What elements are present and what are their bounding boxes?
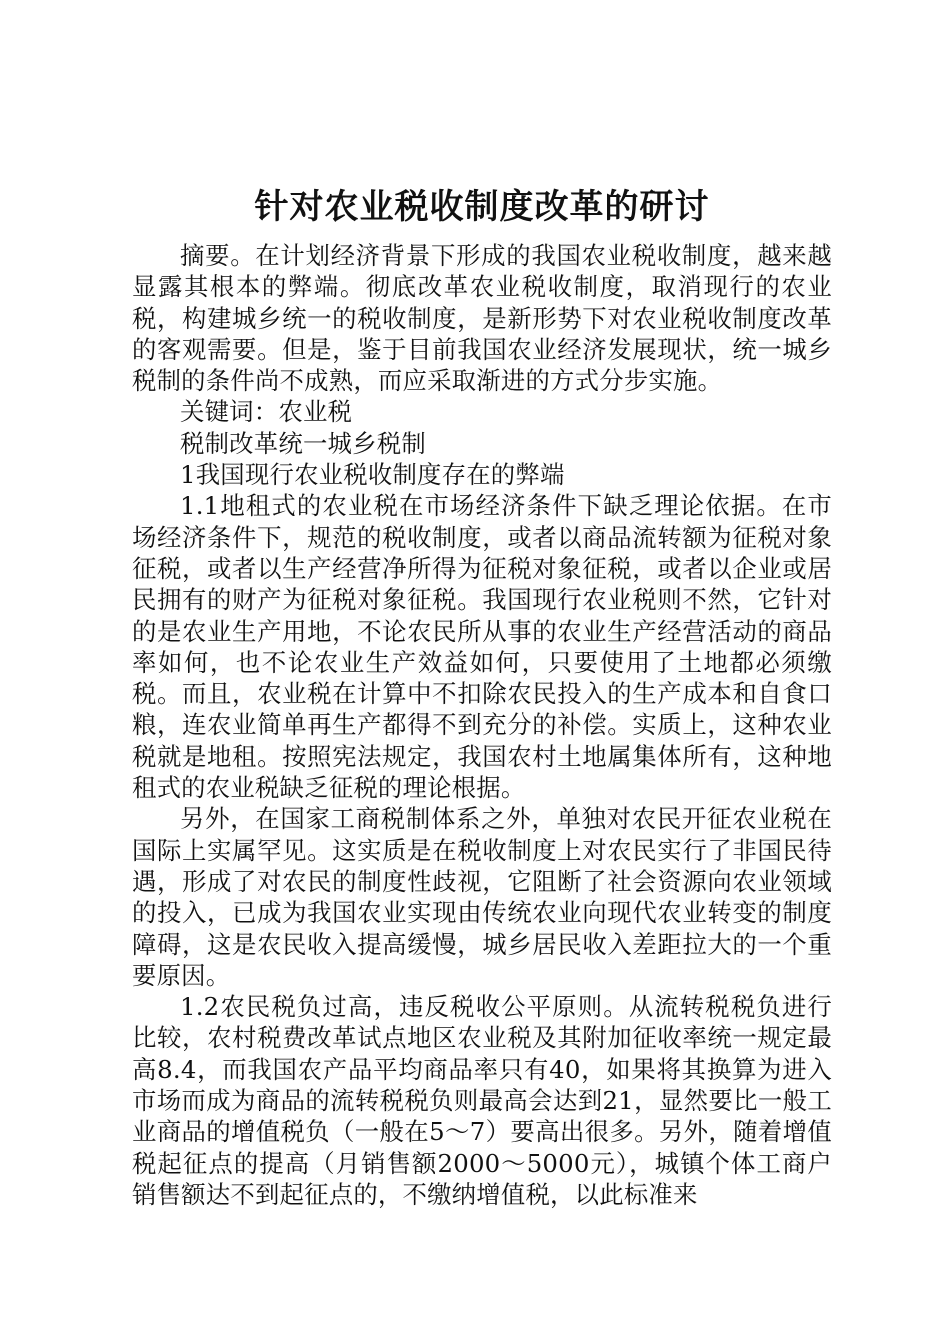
body-paragraph: 1.1地租式的农业税在市场经济条件下缺乏理论依据。在市场经济条件下，规范的税收制度，或者以商品流转额为征税对象征税，或者以生产经营净所得为征税对象征税，或者以企业或居民拥有的财产为征税对象征税。我国现行农业税则不然，它针对的是农业生产用地，不论农民所从事的农业生产经营活动的商品率如何，也不论农业生产效益如何，只要使用了土地都必须缴税。而且，农业税在计算中不扣除农民投入的生产成本和自食口粮，连农业简单再生产都得不到充分的补偿。实质上，这种农业税就是地租。按照宪法规定，我国农村土地属集体所有，这种地租式的农业税缺乏征税的理论根据。	[132, 491, 832, 803]
document-title: 针对农业税收制度改革的研讨	[254, 187, 710, 227]
abstract-paragraph: 摘要。在计划经济背景下形成的我国农业税收制度，越来越显露其根本的弊端。彻底改革农业税收制度，取消现行的农业税，构建城乡统一的税收制度，是新形势下对农业税收制度改革的客观需要。但是，鉴于目前我国农业经济发展现状，统一城乡税制的条件尚不成熟，而应采取渐进的方式分步实施。	[132, 241, 832, 396]
body-paragraph: 1.2农民税负过高，违反税收公平原则。从流转税税负进行比较，农村税费改革试点地区农业税及其附加征收率统一规定最高8.4，而我国农产品平均商品率只有40，如果将其换算为进入市场而成为商品的流转税税负则最高会达到21，显然要比一般工业商品的增值税负（一般在5～7）要高出很多。另外，随着增值税起征点的提高（月销售额2000～5000元），城镇个体工商户销售额达不到起征点的，不缴纳增值税，以此标准来	[132, 992, 832, 1209]
document-page	[132, 180, 832, 1210]
body-paragraph: 另外，在国家工商税制体系之外，单独对农民开征农业税在国际上实属罕见。这实质是在税收制度上对农民实行了非国民待遇，形成了对农民的制度性歧视，它阻断了社会资源向农业领域的投入，已成为我国农业实现由传统农业向现代农业转变的制度障碍，这是农民收入提高缓慢，城乡居民收入差距拉大的一个重要原因。	[132, 804, 832, 990]
keywords-continuation: 税制改革统一城乡税制	[180, 428, 426, 458]
section-heading: 1我国现行农业税收制度存在的弊端	[180, 460, 565, 490]
keywords-line: 关键词：农业税	[180, 397, 353, 427]
